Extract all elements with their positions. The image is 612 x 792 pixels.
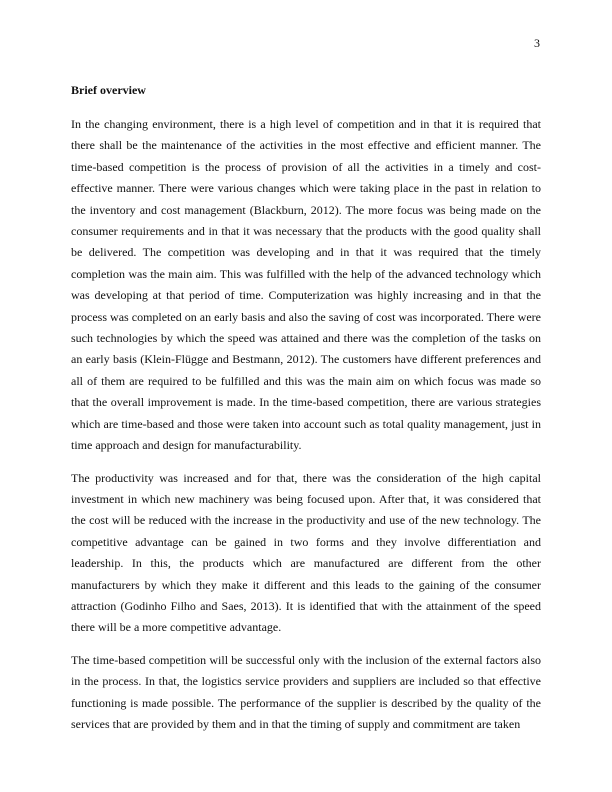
- page-content: [71, 83, 541, 746]
- paragraph-2: The productivity was increased and for that, there was the consideration of the high capital investment in which new machinery was being focused upon. After that, it was considered that the cost will be reduced with the increase in the productivity and use of the new technology. The competitive advantage can be gained in two forms and they involve differentiation and leadership. In this, the products which are manufactured are different from the other manufacturers by which they make it different and this leads to the gaining of the consumer attraction (Godinho Filho and Saes, 2013). It is identified that with the attainment of the speed there will be a more competitive advantage.: [71, 470, 541, 635]
- paragraph-3: The time-based competition will be successful only with the inclusion of the external factors also in the process. In that, the logistics service providers and suppliers are included so that effective functioning is made possible. The performance of the supplier is described by the quality of the services that are provided by them and in that the timing of supply and commitment are taken: [71, 652, 541, 731]
- paragraph-1: In the changing environment, there is a high level of competition and in that it is required that there shall be the maintenance of the activities in the most effective and efficient manner. The time-based competition is the process of provision of all the activities in a timely and cost-effective manner. There were various changes which were taking place in the past in relation to the inventory and cost management (Blackburn, 2012). The more focus was being made on the consumer requirements and in that it was necessary that the products with the good quality shall be delivered. The competition was developing and in that it was required that the timely completion was the main aim. This was fulfilled with the help of the advanced technology which was developing at that period of time. Computerization was highly increasing and in that the process was completed on an early basis and also the saving of cost was incorporated. There were such technologies by which the speed was attained and there was the completion of the tasks on an early basis (Klein-Flügge and Bestmann, 2012). The customers have different preferences and all of them are required to be fulfilled and this was the main aim on which focus was made so that the overall improvement is made. In the time-based competition, there are various strategies which are time-based and those were taken into account such as total quality management, just in time approach and design for manufacturability.: [71, 117, 541, 453]
- page-number: 3: [534, 36, 540, 50]
- section-heading: Brief overview: [71, 83, 146, 97]
